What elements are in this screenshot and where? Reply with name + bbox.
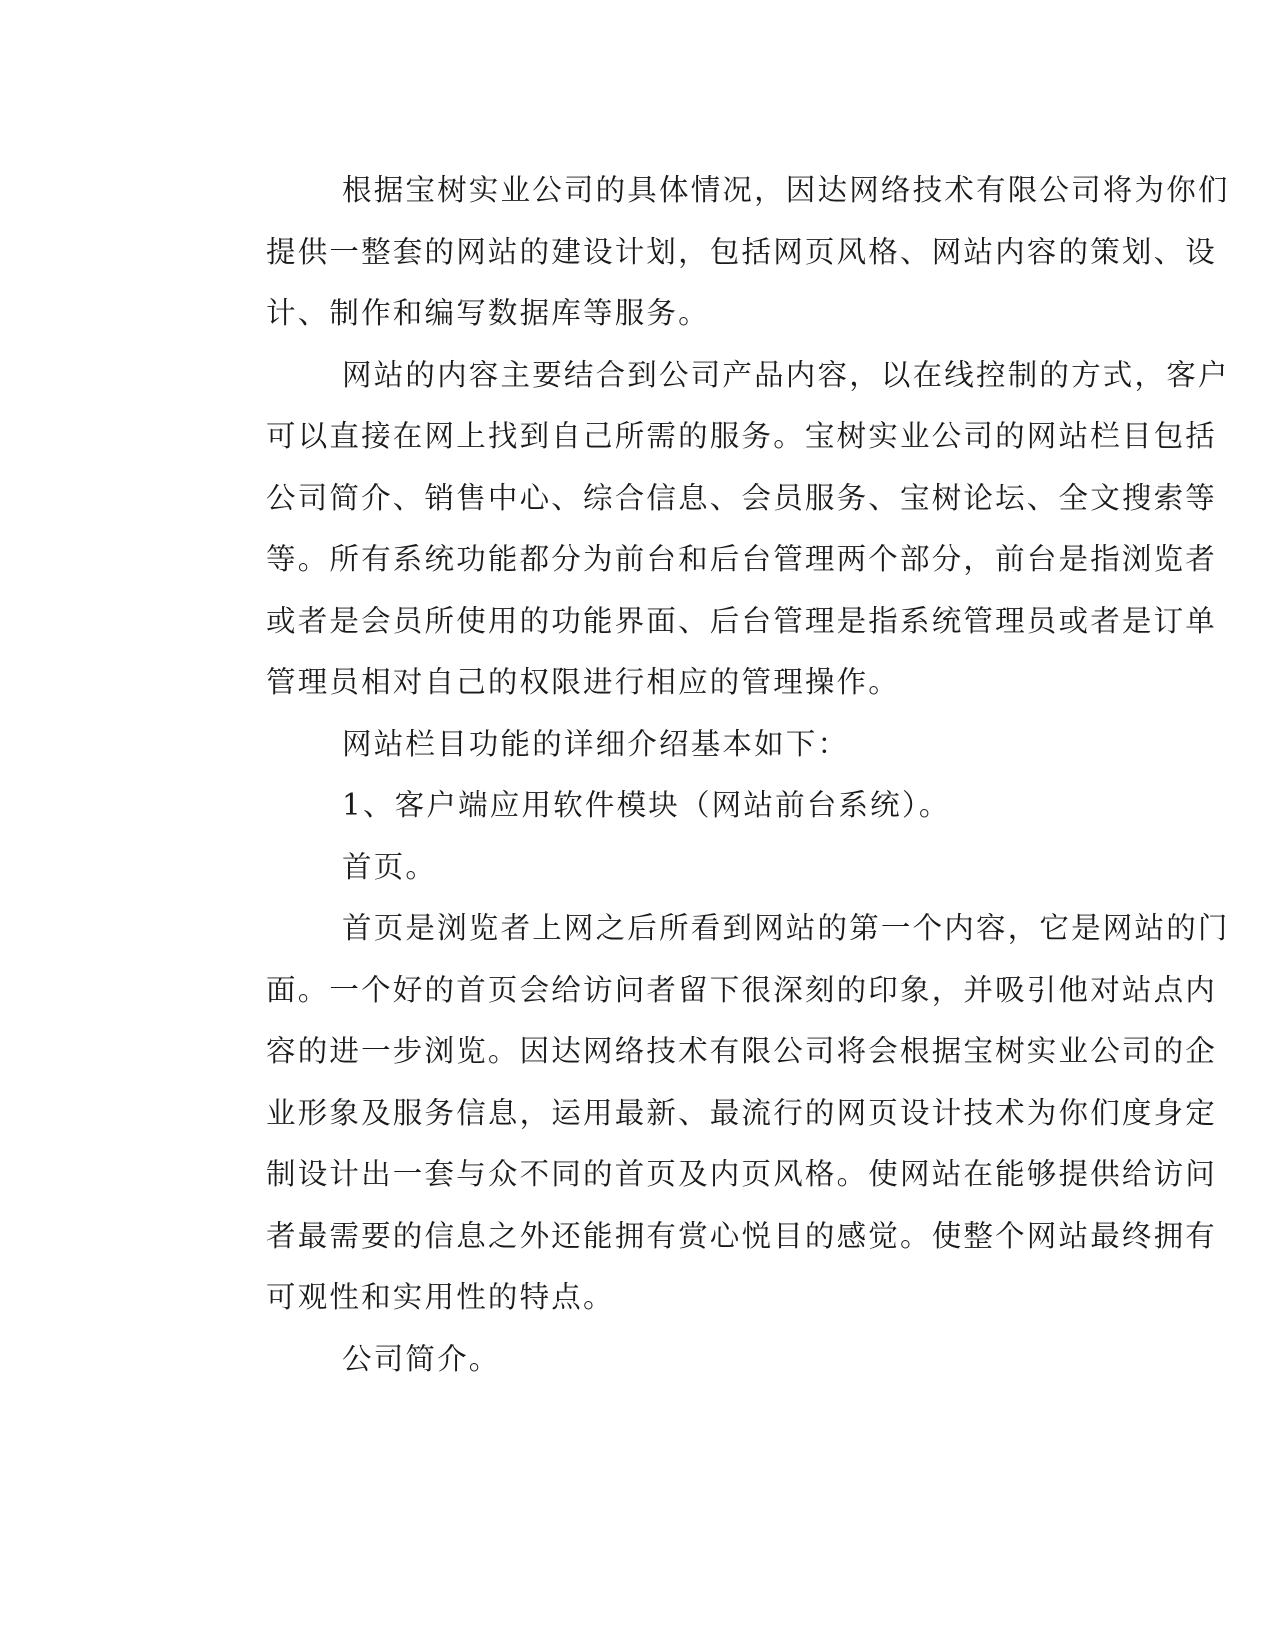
text-line: 提供一整套的网站的建设计划，包括网页风格、网站内容的策划、设 <box>266 234 1218 269</box>
text-line: 网站的内容主要结合到公司产品内容，以在线控制的方式，客户 <box>342 357 1230 392</box>
text-line: 公司简介、销售中心、综合信息、会员服务、宝树论坛、全文搜索等 <box>266 480 1218 515</box>
paragraph-content <box>190 345 1230 714</box>
text-line: 首页是浏览者上网之后所看到网站的第一个内容，它是网站的门 <box>342 911 1230 945</box>
text-line: 首页。 <box>342 849 438 884</box>
text-line: 可以直接在网上找到自己所需的服务。宝树实业公司的网站栏目包括 <box>266 419 1218 453</box>
text-line: 网站栏目功能的详细介绍基本如下： <box>342 726 850 761</box>
text-line: 可观性和实用性的特点。 <box>266 1280 615 1314</box>
text-line: 制设计出一套与众不同的首页及内页风格。使网站在能够提供给访问 <box>266 1157 1218 1191</box>
document-body <box>190 160 1230 1390</box>
text-line: 容的进一步浏览。因达网络技术有限公司将会根据宝树实业公司的企 <box>266 1034 1218 1068</box>
heading-client-module <box>190 775 1075 837</box>
text-line: 业形象及服务信息，运用最新、最流行的网页设计技术为你们度身定 <box>266 1095 1218 1130</box>
text-line: 管理员相对自己的权限进行相应的管理操作。 <box>266 665 901 699</box>
text-line: 根据宝树实业公司的具体情况，因达网络技术有限公司将为你们 <box>342 173 1230 207</box>
text-line: 面。一个好的首页会给访问者留下很深刻的印象，并吸引他对站点内 <box>266 972 1218 1007</box>
heading-homepage <box>190 837 1075 899</box>
paragraph-intro <box>190 160 1230 345</box>
text-line: 或者是会员所使用的功能界面、后台管理是指系统管理员或者是订单 <box>266 603 1218 638</box>
paragraph-columns-intro <box>190 714 1075 776</box>
text-line: 计、制作和编写数据库等服务。 <box>266 296 710 330</box>
text-line: 公司简介。 <box>342 1341 501 1376</box>
paragraph-homepage <box>190 898 1230 1329</box>
text-line: 者最需要的信息之外还能拥有赏心悦目的感觉。使整个网站最终拥有 <box>266 1218 1218 1253</box>
text-line: 1、客户端应用软件模块（网站前台系统）。 <box>342 788 951 822</box>
heading-company-profile <box>190 1329 1075 1391</box>
text-line: 等。所有系统功能都分为前台和后台管理两个部分，前台是指浏览者 <box>266 542 1218 576</box>
